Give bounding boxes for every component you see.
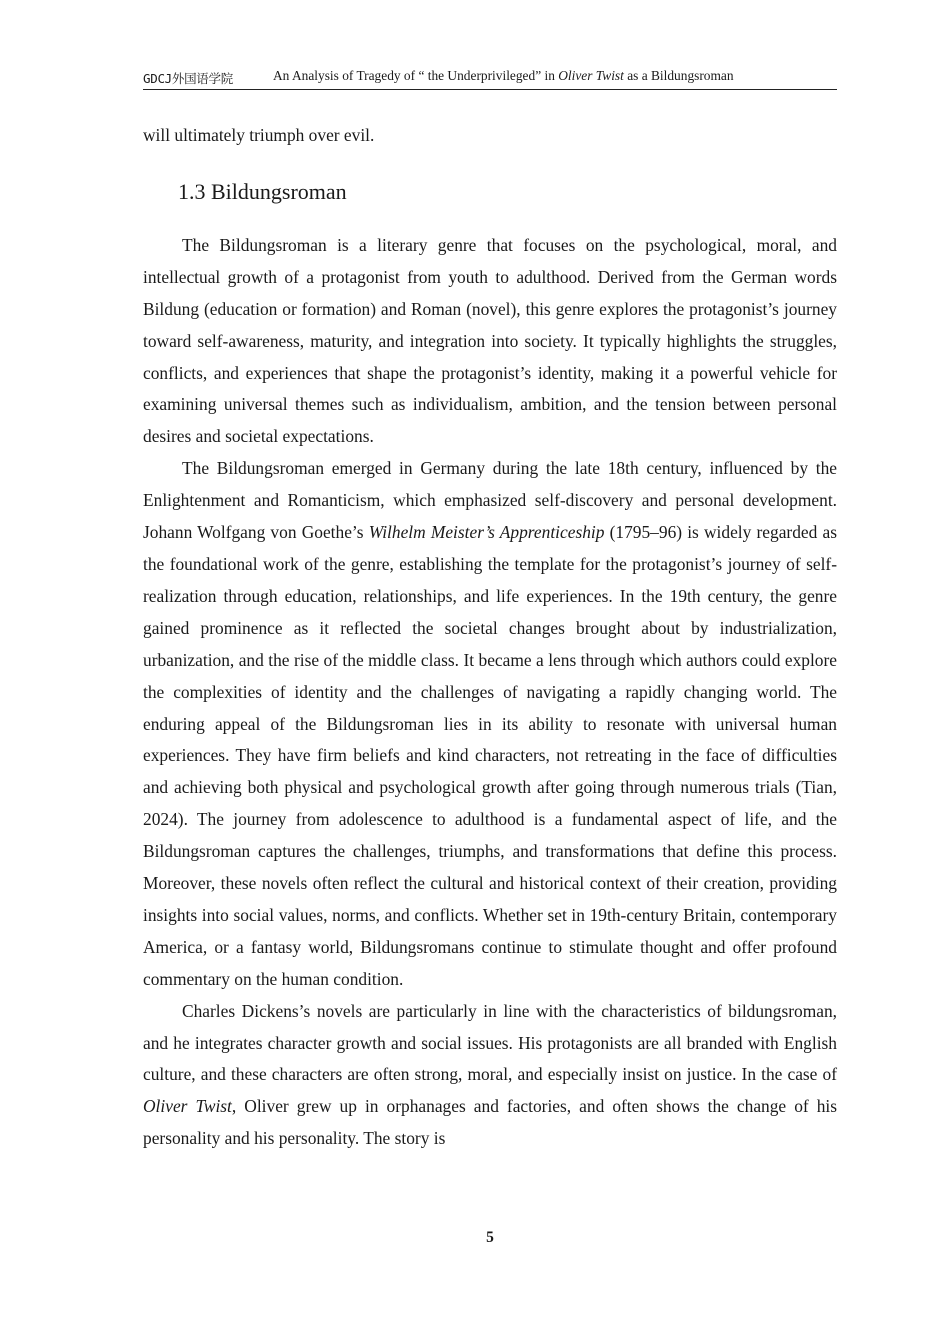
paragraph-2-italic-title: Wilhelm Meister’s Apprenticeship	[368, 522, 605, 543]
page-body	[143, 120, 837, 1155]
paragraph-2	[143, 453, 837, 995]
paragraph-3-part-1: Charles Dickens’s novels are particularly in line with the characteristics of bildungsroman, and he integrates character growth and social issues. His protagonists are all branded with English culture, and these characters are often strong, moral, and especially insist on justice. In the case of	[143, 1000, 837, 1085]
header-title-post: as a Bildungsroman	[623, 68, 734, 83]
continued-line: will ultimately triumph over evil.	[143, 125, 375, 145]
paragraph-3-part-2: , Oliver grew up in orphanages and factories, and often shows the change of his personality and his personality. The story is	[143, 1096, 838, 1149]
paragraph-3	[143, 996, 837, 1156]
running-header	[143, 68, 837, 90]
page-number: 5	[486, 1229, 494, 1246]
header-title-pre: An Analysis of Tragedy of “ the Underprivileged” in	[273, 68, 559, 83]
section-heading: 1.3 Bildungsroman	[178, 178, 347, 204]
paragraph-2-part-2: (1795–96) is widely regarded as the foundational work of the genre, establishing the template for the protagonist’s journey of self-realization through education, relationships, and life experiences. In the 19th century, the genre gained prominence as it reflected the societal changes brought about by industrialization, urbanization, and the rise of the middle class. It became a lens through which authors could explore the complexities of identity and the challenges of navigating a rapidly changing world. The enduring appeal of the Bildungsroman lies in its ability to resonate with universal human experiences. They have firm beliefs and kind characters, not retreating in the face of difficulties and achieving both physical and psychological growth after going through numerous trials (Tian, 2024). The journey from adolescence to adulthood is a fundamental aspect of life, and the Bildungsroman captures the challenges, triumphs, and transformations that define this process. Moreover, these novels often reflect the cultural and historical context of their creation, providing insights into social values, norms, and conflicts. Whether set in 19th-century Britain, contemporary America, or a fantasy world, Bildungsromans continue to stimulate thought and offer profound commentary on the human condition.	[143, 522, 837, 989]
paragraph-3-italic-title: Oliver Twist	[143, 1096, 232, 1117]
paragraph-1: The Bildungsroman is a literary genre that focuses on the psychological, moral, and intellectual growth of a protagonist from youth to adulthood. Derived from the German words Bildung (education or formation) and Roman (novel), this genre explores the protagonist’s journey toward self-awareness, maturity, and integration into society. It typically highlights the struggles, conflicts, and experiences that shape the protagonist’s identity, making it a powerful vehicle for examining universal themes such as individualism, ambition, and the tension between personal desires and societal expectations.	[143, 234, 837, 447]
header-title	[273, 68, 734, 84]
header-title-italic: Oliver Twist	[558, 68, 624, 83]
header-school: GDCJ外国语学院	[143, 71, 233, 86]
paragraph-2-part-1: The Bildungsroman emerged in Germany during the late 18th century, influenced by the Enlightenment and Romanticism, which emphasized self-discovery and personal development. Johann Wolfgang von Goethe’s	[143, 458, 837, 543]
